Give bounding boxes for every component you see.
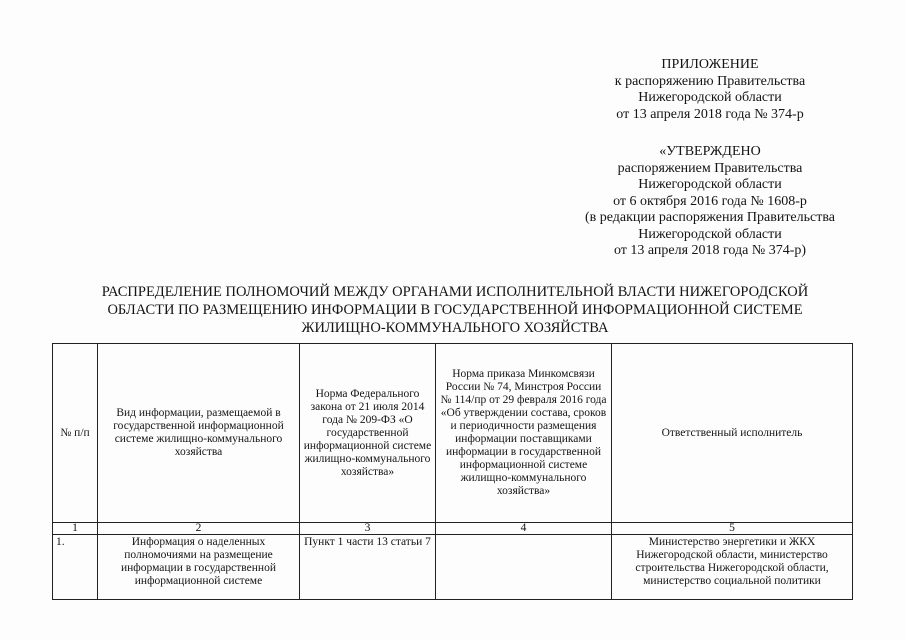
row-number: 1. — [53, 535, 98, 600]
column-number-row — [53, 523, 853, 535]
row-ministry-order — [436, 535, 612, 600]
header-executor: Ответственный исполнитель — [612, 344, 853, 523]
attachment-line: Нижегородской области — [638, 90, 782, 105]
title-line: РАСПРЕДЕЛЕНИЕ ПОЛНОМОЧИЙ МЕЖДУ ОРГАНАМИ ИСПОЛНИТЕЛЬНОЙ ВЛАСТИ НИЖЕГОРОДСКОЙ — [101, 284, 809, 300]
table-row — [53, 535, 853, 600]
approval-line: Нижегородской области — [638, 177, 782, 192]
header-row — [53, 344, 853, 523]
header-info-type: Вид информации, размещаемой в государственной информационной системе жилищно-коммунального хозяйства — [98, 344, 300, 523]
column-number: 5 — [612, 523, 853, 535]
column-number: 4 — [436, 523, 612, 535]
approval-line: от 6 октября 2016 года № 1608-р — [613, 193, 807, 209]
approval-line: распоряжением Правительства — [617, 160, 803, 176]
column-number: 3 — [300, 523, 436, 535]
approval-line: Нижегородской области — [638, 226, 782, 242]
header-federal-law: Норма Федерального закона от 21 июля 2014 года № 209-ФЗ «О государственной информационной системе жилищно-коммунального хозяйства» — [300, 344, 436, 523]
attachment-line: ПРИЛОЖЕНИЕ — [661, 57, 759, 72]
attachment-line: от 13 апреля 2018 года № 374-р — [616, 106, 804, 122]
approval-line: (в редакции распоряжения Правительства — [584, 210, 835, 225]
title-line: ОБЛАСТИ ПО РАЗМЕЩЕНИЮ ИНФОРМАЦИИ В ГОСУДАРСТВЕННОЙ ИНФОРМАЦИОННОЙ СИСТЕМЕ — [107, 302, 803, 318]
header-number: № п/п — [53, 344, 98, 523]
attachment-block — [560, 57, 860, 123]
column-number: 2 — [98, 523, 300, 535]
column-number: 1 — [53, 523, 98, 535]
authority-table — [52, 343, 853, 600]
approval-line: «УТВЕРЖДЕНО — [659, 144, 761, 159]
approval-line: от 13 апреля 2018 года № 374-р) — [613, 243, 807, 258]
attachment-line: к распоряжению Правительства — [614, 73, 806, 89]
row-federal-law: Пункт 1 части 13 статьи 7 — [300, 535, 436, 600]
row-executor: Министерство энергетики и ЖКХ Нижегородской области, министерство строительства Нижегородской области, министерство социальной политики — [612, 535, 853, 600]
document-title — [70, 283, 840, 337]
title-line: ЖИЛИЩНО-КОММУНАЛЬНОГО ХОЗЯЙСТВА — [301, 320, 609, 336]
row-info-type: Информация о наделенных полномочиями на размещение информации в государственной информационной системе — [98, 535, 300, 600]
approval-block — [560, 144, 860, 260]
header-ministry-order: Норма приказа Минкомсвязи России № 74, Минстроя России № 114/пр от 29 февраля 2016 года «Об утверждении состава, сроков и периодичности размещения информации поставщиками информации в государственной информационной системе жилищно-коммунального хозяйства» — [436, 344, 612, 523]
